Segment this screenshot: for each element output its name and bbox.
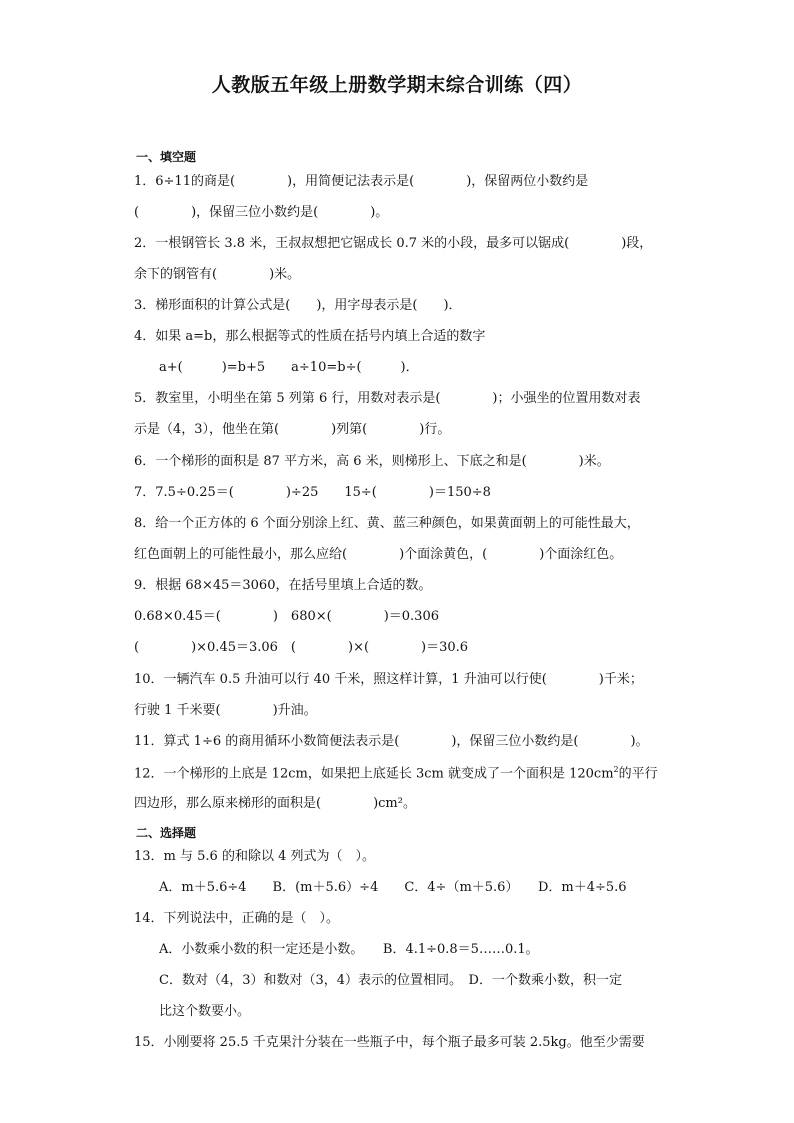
question-1-line-1: 1．6÷11的商是( )，用简便记法表示是( )，保留两位小数约是 [134, 174, 589, 189]
question-5-line-1: 5．教室里，小明坐在第 5 列第 6 行，用数对表示是( )；小强坐的位置用数对表 [134, 391, 641, 406]
question-10-line-2: 行驶 1 千米要( )升油。 [134, 703, 317, 718]
section-fill-blank-heading: 一、填空题 [136, 150, 197, 164]
question-10-line-1: 10．一辆汽车 0.5 升油可以行 40 千米，照这样计算，1 升油可以行使( )千米； [134, 672, 643, 687]
section-multiple-choice-heading: 二、选择题 [136, 826, 197, 840]
question-15-line-1: 15．小刚要将 25.5 千克果汁分装在一些瓶子中，每个瓶子最多可装 2.5kg。他至少需要 [134, 1035, 645, 1050]
question-8-line-1: 8．给一个正方体的 6 个面分别涂上红、黄、蓝三种颜色，如果黄面朝上的可能性最大， [134, 516, 640, 531]
question-14-options-line-2: C．数对（4，3）和数对（3，4）表示的位置相同。 D．一个数乘小数，积一定 [159, 973, 622, 988]
superscript-2: 2 [613, 765, 619, 774]
question-14-options-line-1: A．小数乘小数的积一定还是小数。 B．4.1÷0.8＝5……0.1。 [159, 942, 539, 957]
question-14: 14．下列说法中，正确的是（ ）。 [134, 911, 340, 926]
question-3: 3．梯形面积的计算公式是( )，用字母表示是( )． [134, 298, 462, 313]
page-title: 人教版五年级上册数学期末综合训练（四） [211, 74, 583, 96]
question-12-text-b: 的平行 [618, 766, 658, 782]
question-8-line-2: 红色面朝上的可能性最小，那么应给( )个面涂黄色，( )个面涂红色。 [134, 547, 623, 562]
question-11: 11．算式 1÷6 的商用循环小数简便法表示是( )，保留三位小数约是( )。 [134, 734, 649, 749]
question-1-line-2: ( )，保留三位小数约是( )。 [134, 205, 389, 220]
question-13-options: A．m＋5.6÷4 B．(m＋5.6）÷4 C．4÷（m＋5.6） D．m＋4÷5.6 [159, 880, 627, 895]
question-13: 13．m 与 5.6 的和除以 4 列式为（ ）。 [134, 849, 375, 864]
question-6: 6．一个梯形的面积是 87 平方米，高 6 米，则梯形上、下底之和是( )米。 [134, 454, 610, 469]
question-12-line-1 [134, 766, 658, 780]
question-9-line-3: ( )×0.45＝3.06 ( )×( )＝30.6 [134, 640, 469, 655]
question-4-line-2: a+( )=b+5 a÷10=b÷( )． [159, 360, 419, 375]
question-9-line-2: 0.68×0.45＝( ) 680×( )＝0.306 [134, 609, 439, 624]
question-5-line-2: 示是（4，3），他坐在第( )列第( )行。 [134, 422, 451, 437]
question-9-line-1: 9．根据 68×45＝3060，在括号里填上合适的数。 [134, 578, 432, 593]
question-7: 7．7.5÷0.25＝( )÷25 15÷( )＝150÷8 [134, 485, 491, 500]
question-14-options-line-3: 比这个数要小。 [159, 1004, 251, 1019]
question-2-line-2: 余下的钢管有( )米。 [134, 267, 301, 282]
question-12-line-2: 四边形，那么原来梯形的面积是( )cm²。 [134, 796, 416, 811]
question-12-text-a: 12．一个梯形的上底是 12cm，如果把上底延长 3cm 就变成了一个面积是 120cm [134, 766, 614, 782]
question-2-line-1: 2．一根钢管长 3.8 米，王叔叔想把它锯成长 0.7 米的小段，最多可以锯成( )段， [134, 236, 653, 251]
question-4-line-1: 4．如果 a=b，那么根据等式的性质在括号内填上合适的数字 [134, 329, 486, 344]
